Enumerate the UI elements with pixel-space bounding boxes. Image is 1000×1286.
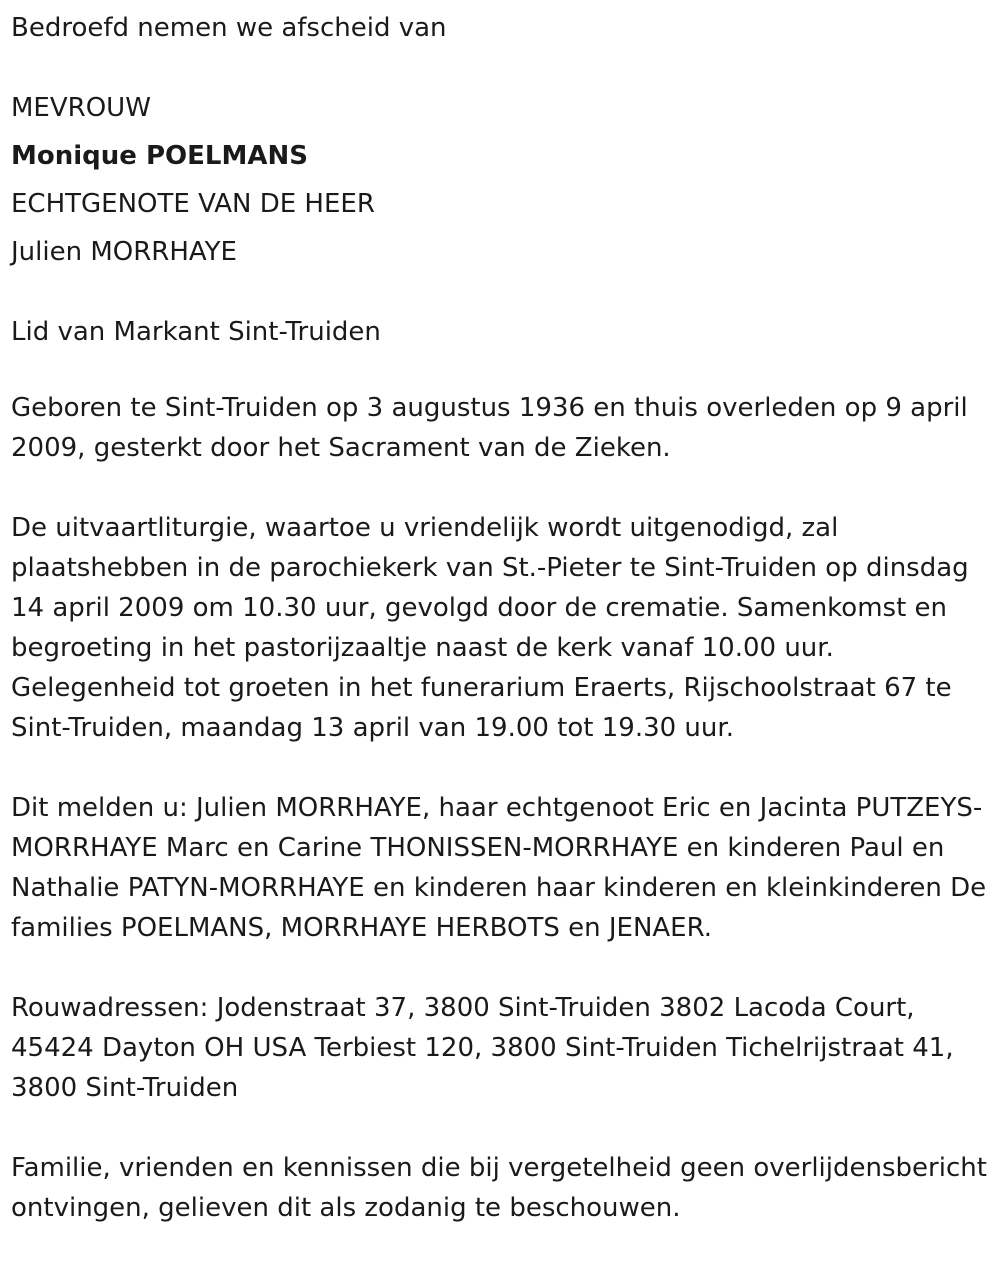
name-block xyxy=(11,84,990,276)
closing-paragraph: Familie, vrienden en kennissen die bij vergetelheid geen overlijdensbericht ontvingen, gelieven dit als zodanig te beschouwen. xyxy=(11,1153,987,1223)
deceased-name: Monique POELMANS xyxy=(11,141,308,171)
honorific: MEVROUW xyxy=(11,93,151,123)
relation-text: ECHTGENOTE VAN DE HEER xyxy=(11,189,375,219)
funeral-paragraph: De uitvaartliturgie, waartoe u vriendelijk wordt uitgenodigd, zal plaatshebben in de parochiekerk van St.-Pieter te Sint-Truiden op dinsdag 14 april 2009 om 10.30 uur, gevolgd door de crematie. Samenkomst en begroeting in het pastorijzaaltje naast de kerk vanaf 10.00 uur. Gelegenheid tot groeten in het funerarium Eraerts, Rijschoolstraat 67 te Sint-Truiden, maandag 13 april van 19.00 tot 19.30 uur. xyxy=(11,513,969,743)
spouse-name: Julien MORRHAYE xyxy=(11,237,237,267)
announced-by-paragraph: Dit melden u: Julien MORRHAYE, haar echtgenoot Eric en Jacinta PUTZEYS-MORRHAYE Marc en Carine THONISSEN-MORRHAYE en kinderen Paul en Nathalie PATYN-MORRHAYE en kinderen haar kinderen en kleinkinderen De families POELMANS, MORRHAYE HERBOTS en JENAER. xyxy=(11,793,987,943)
membership-text: Lid van Markant Sint-Truiden xyxy=(11,317,381,347)
birth-death-paragraph: Geboren te Sint-Truiden op 3 augustus 1936 en thuis overleden op 9 april 2009, gesterkt door het Sacrament van de Zieken. xyxy=(11,393,968,463)
intro-text: Bedroefd nemen we afscheid van xyxy=(11,13,447,43)
addresses-paragraph: Rouwadressen: Jodenstraat 37, 3800 Sint-Truiden 3802 Lacoda Court, 45424 Dayton OH USA Terbiest 120, 3800 Sint-Truiden Tichelrijstraat 41, 3800 Sint-Truiden xyxy=(11,993,954,1103)
